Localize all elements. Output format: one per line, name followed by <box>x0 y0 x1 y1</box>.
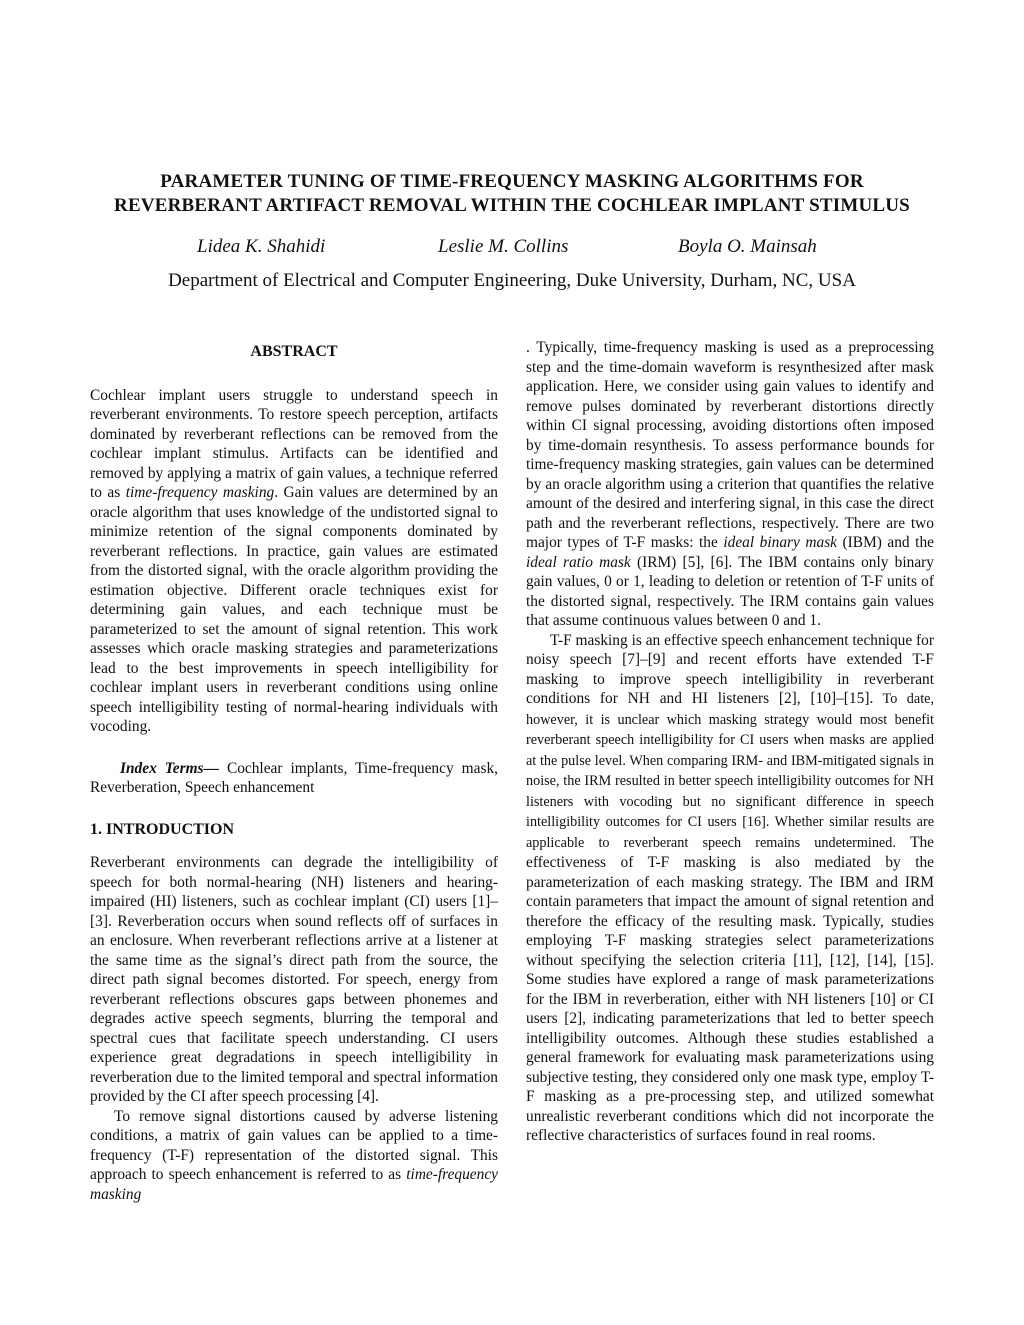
index-terms-text: Cochlear implants, Time-frequency mask, Reverberation, Speech enhancement <box>90 759 498 796</box>
author-list <box>0 236 1024 264</box>
abstract-text: Cochlear implant users struggle to understand speech in reverberant environments. To restore speech perception, artifacts dominated by reverberant reflections can be removed from the cochlear implant stimulus. Artifacts can be identified and removed by applying a matrix of gain values, a technique referred to as time-frequency masking. Gain values are determined by an oracle algorithm that uses knowledge of the undistorted signal to minimize retention of the signal components dominated by reverberant reflections. In practice, gain values are estimated from the distorted signal, with the oracle algorithm providing the estimation objective. Different oracle techniques exist for determining gain values, and each technique must be parameterized to set the amount of signal retention. This work assesses which oracle masking strategies and parameterizations lead to the best improvements in speech intelligibility for cochlear implant users in reverberant conditions using online speech intelligibility testing of normal-hearing individuals with vocoding. <box>90 386 498 735</box>
paper-title <box>60 170 964 218</box>
term-irm: ideal ratio mask <box>526 553 631 571</box>
intro-term-tf-masking: time-frequency masking <box>90 1166 498 1203</box>
author-1: Lidea K. Shahidi <box>197 236 326 257</box>
abstract-term: time-frequency masking <box>125 484 275 501</box>
title-line-2: REVERBERANT ARTIFACT REMOVAL WITHIN THE COCHLEAR IMPLANT STIMULUS <box>114 195 910 216</box>
term-ibm: ideal binary mask <box>723 534 838 551</box>
intro-paragraph-3: T-F masking is an effective speech enhancement technique for noisy speech [7]–[9] and recent efforts have extended T-F masking to improve speech intelligibility in reverberant conditions for NH and HI listeners [2], [10]–[15]. To date, however, it is unclear which masking strategy would most benefit reverberant speech intelligibility for CI users when masks are applied at the pulse level. When comparing IRM- and IBM-mitigated signals in noise, the IRM resulted in better speech intelligibility outcomes for NH listeners with vocoding but no significant difference in speech intelligibility outcomes for CI users [16]. Whether similar results are applicable to reverberant speech remains undetermined. The effectiveness of T-F masking is also mediated by the parameterization of each masking strategy. The IBM and IRM contain parameters that impact the amount of signal retention and therefore the efficacy of the resulting mask. Typically, studies employing T-F masking strategies select parameterizations without specifying the selection criteria [11], [12], [14], [15]. Some studies have explored a range of mask parameterizations for the IBM in reverberation, either with NH listeners [10] or CI users [2], indicating parameterizations that led to better speech intelligibility outcomes. Although these studies established a general framework for evaluating mask parameterizations using subjective testing, they considered only one mask type, employ T-F masking as a pre-processing step, and utilized somewhat unrealistic reverberant conditions which did not incorporate the reflective characteristics of surfaces found in real rooms. <box>526 631 935 1144</box>
abstract-heading: ABSTRACT <box>250 343 338 360</box>
affiliation: Department of Electrical and Computer Engineering, Duke University, Durham, NC, USA <box>168 270 856 291</box>
left-column <box>90 338 498 1204</box>
author-2: Leslie M. Collins <box>438 236 569 257</box>
intro-paragraph-2-start: To remove signal distortions caused by adverse listening conditions, a matrix of gain values can be applied to a time-frequency (T-F) representation of the distorted signal. This approach to speech enhancement is referred to as time-frequency masking <box>90 1107 498 1203</box>
title-line-1: PARAMETER TUNING OF TIME-FREQUENCY MASKING ALGORITHMS FOR <box>160 171 864 192</box>
right-column <box>526 338 934 1146</box>
intro-paragraph-1: Reverberant environments can degrade the intelligibility of speech for both normal-hearing (NH) listeners and hearing-impaired (HI) listeners, such as cochlear implant (CI) users [1]–[3]. Reverberation occurs when sound reflects off of surfaces in an enclosure. When reverberant reflections arrive at a listener at the same time as the signal’s direct path from the source, the direct path signal becomes distorted. For speech, energy from reverberant reflections obscures gaps between phonemes and degrades active speech segments, blurring the temporal and spectral cues that facilitate speech understanding. CI users experience great degradations in speech intelligibility in reverberation due to the limited temporal and spectral information provided by the CI after speech processing [4]. <box>90 854 498 1105</box>
index-terms <box>90 759 498 798</box>
introduction-heading: 1. INTRODUCTION <box>90 820 235 838</box>
index-terms-label: Index Terms— <box>120 759 219 777</box>
author-3: Boyla O. Mainsah <box>678 236 817 257</box>
intro-paragraph-2-continued: . Typically, time-frequency masking is used as a preprocessing step and the time-domain waveform is resynthesized after mask application. Here, we consider using gain values to identify and remove pulses dominated by reverberant distortions directly within CI signal processing, avoiding distortions often imposed by time-domain resynthesis. To assess performance bounds for time-frequency masking strategies, gain values can be determined by an oracle algorithm using a criterion that quantifies the relative amount of the desired and interfering signal, in this case the direct path and the reverberant reflections, respectively. There are two major types of T-F masks: the ideal binary mask (IBM) and the ideal ratio mask (IRM) [5], [6]. The IBM contains only binary gain values, 0 or 1, leading to deletion or retention of T-F units of the distorted signal, respectively. The IRM contains gain values that assume continuous values between 0 and 1. <box>526 339 934 629</box>
intro-paragraph-3-small-text: To date, however, it is unclear which masking strategy would most benefit reverberant speech intelligibility for CI users when masks are applied at the pulse level. When comparing IRM- and IBM-mitigated signals in noise, the IRM resulted in better speech intelligibility outcomes for NH listeners with vocoding but no significant difference in speech intelligibility outcomes for CI users [16]. Whether similar results are applicable to reverberant speech remains undetermined. <box>526 691 934 851</box>
